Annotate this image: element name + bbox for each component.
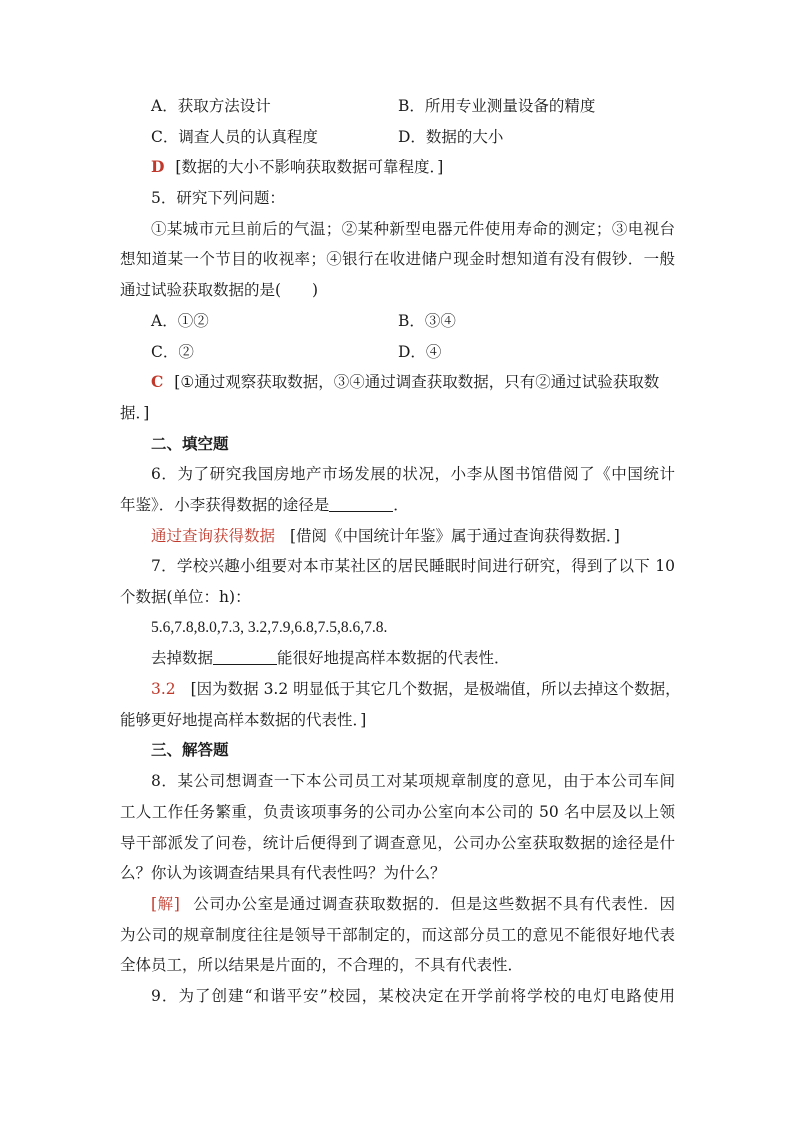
q5-line2: 想知道某一个节目的收视率；④银行在收进储户现金时想知道有没有假钞．一般 xyxy=(120,250,675,269)
q7-line4-end: 能很好地提高样本数据的代表性． xyxy=(277,649,510,668)
q7-answer-red: 3.2 xyxy=(151,680,176,699)
q8-solution-label: [解] xyxy=(151,894,180,913)
q7-answer-text: [因为数据 3.2 明显低于其它几个数据，是极端值，所以去掉这个数据， xyxy=(190,680,681,699)
section-heading-solutions: 三、解答题 xyxy=(151,740,229,760)
q4-option-d: D．数据的大小 xyxy=(398,127,504,146)
q5-line1: ①某城市元旦前后的气温；②某种新型电器元件使用寿命的测定；③电视台 xyxy=(151,219,675,238)
q8-line3: 导干部派发了问卷，统计后便得到了调查意见，公司办公室获取数据的途径是什 xyxy=(120,833,675,852)
q5-answer-text: [①通过观察获取数据，③④通过调查获取数据，只有②通过试验获取数 xyxy=(174,373,660,392)
q5-option-d: D．④ xyxy=(398,342,442,361)
q4-options-row1 xyxy=(120,91,675,122)
q6-line1: 6．为了研究我国房地产市场发展的状况，小李从图书馆借阅了《中国统计 xyxy=(151,465,675,484)
q6-answer-text: [借阅《中国统计年鉴》属于通过查询获得数据．] xyxy=(289,526,620,545)
q6-answer-red: 通过查询获得数据 xyxy=(151,526,276,545)
q8-solution-line3: 全体员工，所以结果是片面的，不合理的，不具有代表性． xyxy=(120,956,524,975)
q9-line1: 9．为了创建“和谐平安”校园，某校决定在开学前将学校的电灯电路使用 xyxy=(151,986,675,1005)
q7-data-values: 5.6,7.8,8.0,7.3, 3.2,7.9,6.8,7.5,8.6,7.8. xyxy=(151,618,388,636)
q4-answer-letter: D xyxy=(151,157,165,177)
q8-line2: 工人工作任务繁重，负责该项事务的公司办公室向本公司的 50 名中层及以上领 xyxy=(120,802,675,821)
q8-line4: 么？你认为该调查结果具有代表性吗？为什么？ xyxy=(120,864,446,883)
q6-line2 xyxy=(120,490,675,521)
q7-answer-blank xyxy=(213,648,277,665)
q4-option-a: A．获取方法设计 xyxy=(151,97,271,115)
q4-option-c: C．调查人员的认真程度 xyxy=(151,127,318,146)
q7-answer-line2: 能够更好地提高样本数据的代表性．] xyxy=(120,710,367,729)
q5-answer-line1 xyxy=(120,367,675,398)
q5-answer-letter: C xyxy=(151,372,164,392)
q5-option-c: C．② xyxy=(151,342,194,361)
q4-option-b: B．所用专业测量设备的精度 xyxy=(398,97,596,115)
q6-answer-blank xyxy=(329,495,393,512)
q8-solution-line1 xyxy=(120,889,675,920)
q7-line4 xyxy=(120,643,675,674)
q5-options-row1 xyxy=(120,306,675,337)
section-heading-fill-in: 二、填空题 xyxy=(151,433,229,453)
q4-answer-text: [数据的大小不影响获取数据可靠程度．] xyxy=(175,158,444,177)
q6-answer xyxy=(120,521,675,552)
q7-line2: 个数据(单位：h)： xyxy=(120,588,251,606)
q7-line1: 7．学校兴趣小组要对本市某社区的居民睡眠时间进行研究，得到了以下 10 xyxy=(151,557,675,576)
q8-solution-text: 公司办公室是通过调查获取数据的．但是这些数据不具有代表性．因 xyxy=(193,894,675,913)
q8-solution-line2: 为公司的规章制度往往是领导干部制定的，而这部分员工的意见不能很好地代表 xyxy=(120,925,675,944)
q6-line2-end: ． xyxy=(393,495,409,514)
q7-answer-line1 xyxy=(120,674,681,705)
q4-answer xyxy=(120,152,675,183)
q5-stem: 5．研究下列问题： xyxy=(151,189,285,208)
q8-line1: 8．某公司想调查一下本公司员工对某项规章制度的意见，由于本公司车间 xyxy=(151,772,675,791)
q5-option-b: B．③④ xyxy=(398,311,456,330)
q4-block xyxy=(120,91,681,1012)
q5-options-row2 xyxy=(120,337,675,368)
q7-line4-text: 去掉数据 xyxy=(151,649,214,668)
q6-line2-text: 年鉴》．小李获得数据的途径是 xyxy=(120,495,330,514)
q5-option-a: A．①② xyxy=(151,311,209,330)
q5-line3: 通过试验获取数据的是( ) xyxy=(120,281,319,300)
q4-options-row2 xyxy=(120,122,675,153)
q5-answer-line2: 据．] xyxy=(120,403,150,422)
